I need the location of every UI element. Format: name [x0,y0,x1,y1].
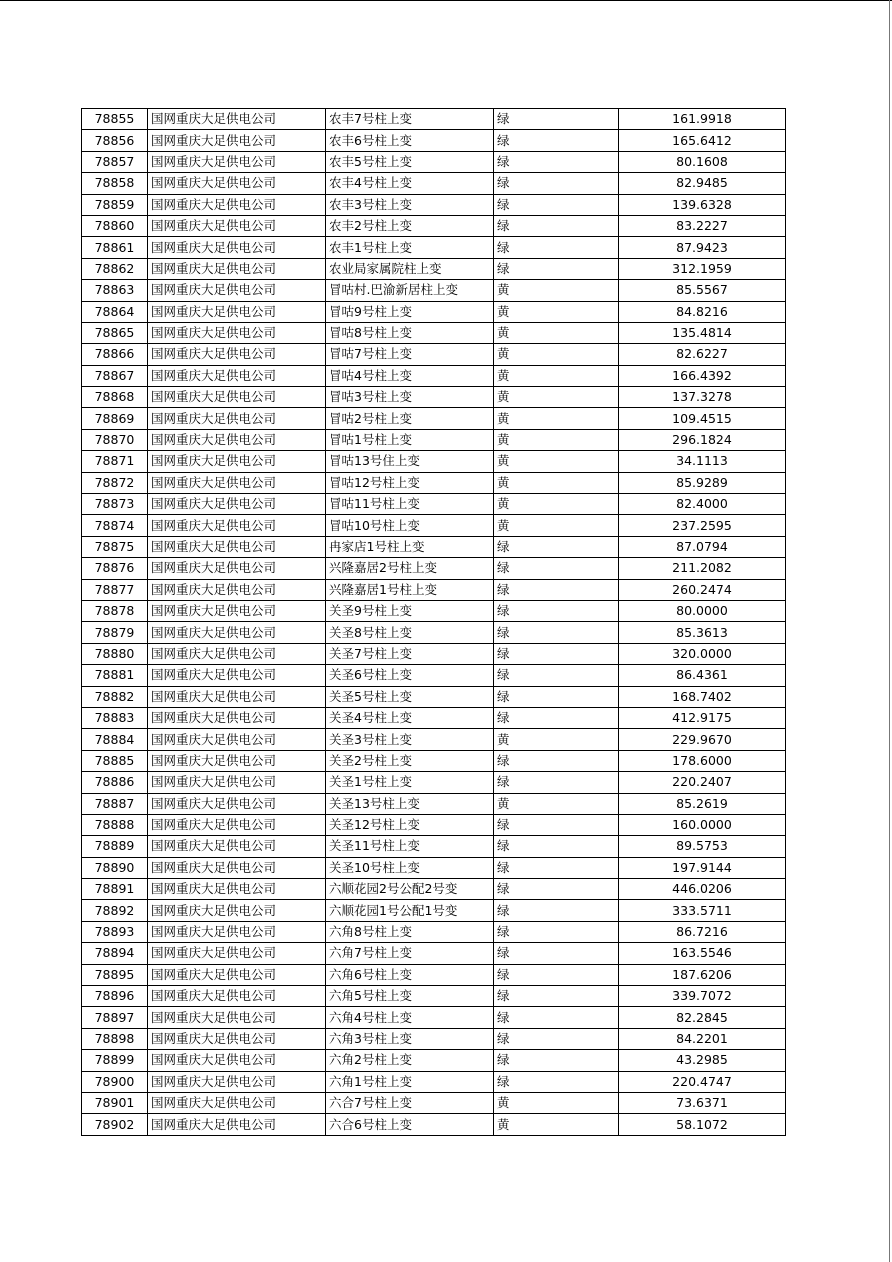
transformer-name-cell: 关圣12号柱上变 [326,814,494,835]
value-cell: 229.9670 [619,729,786,750]
row-id-cell: 78886 [82,772,148,793]
value-cell: 82.6227 [619,344,786,365]
table-row [82,515,786,536]
company-cell: 国网重庆大足供电公司 [148,1114,326,1135]
status-cell: 绿 [494,686,619,707]
value-cell: 220.4747 [619,1071,786,1092]
value-cell: 87.9423 [619,237,786,258]
status-cell: 绿 [494,1050,619,1071]
transformer-name-cell: 关圣7号柱上变 [326,643,494,664]
value-cell: 139.6328 [619,194,786,215]
company-cell: 国网重庆大足供电公司 [148,536,326,557]
transformer-name-cell: 六角8号柱上变 [326,921,494,942]
status-cell: 绿 [494,1071,619,1092]
transformer-name-cell: 农丰7号柱上变 [326,109,494,130]
table-row [82,215,786,236]
transformer-name-cell: 六角4号柱上变 [326,1007,494,1028]
company-cell: 国网重庆大足供电公司 [148,344,326,365]
transformer-name-cell: 冒咕8号柱上变 [326,322,494,343]
status-cell: 黄 [494,494,619,515]
table-row [82,1071,786,1092]
company-cell: 国网重庆大足供电公司 [148,130,326,151]
company-cell: 国网重庆大足供电公司 [148,836,326,857]
status-cell: 黄 [494,472,619,493]
table-row [82,1114,786,1135]
row-id-cell: 78857 [82,151,148,172]
company-cell: 国网重庆大足供电公司 [148,643,326,664]
transformer-name-cell: 六角3号柱上变 [326,1028,494,1049]
table-row [82,451,786,472]
value-cell: 109.4515 [619,408,786,429]
company-cell: 国网重庆大足供电公司 [148,814,326,835]
status-cell: 黄 [494,729,619,750]
table-row [82,772,786,793]
company-cell: 国网重庆大足供电公司 [148,494,326,515]
transformer-name-cell: 关圣4号柱上变 [326,707,494,728]
value-cell: 197.9144 [619,857,786,878]
table-row [82,130,786,151]
row-id-cell: 78901 [82,1092,148,1113]
status-cell: 绿 [494,1028,619,1049]
transformer-name-cell: 冒咕12号柱上变 [326,472,494,493]
table-row [82,750,786,771]
row-id-cell: 78899 [82,1050,148,1071]
table-row [82,237,786,258]
status-cell: 黄 [494,365,619,386]
table-row [82,387,786,408]
row-id-cell: 78873 [82,494,148,515]
table-row [82,836,786,857]
value-cell: 89.5753 [619,836,786,857]
row-id-cell: 78884 [82,729,148,750]
status-cell: 绿 [494,986,619,1007]
row-id-cell: 78889 [82,836,148,857]
row-id-cell: 78863 [82,280,148,301]
table-row [82,707,786,728]
value-cell: 260.2474 [619,579,786,600]
company-cell: 国网重庆大足供电公司 [148,322,326,343]
status-cell: 黄 [494,429,619,450]
company-cell: 国网重庆大足供电公司 [148,665,326,686]
transformer-name-cell: 冒咕4号柱上变 [326,365,494,386]
company-cell: 国网重庆大足供电公司 [148,173,326,194]
value-cell: 446.0206 [619,879,786,900]
transformer-name-cell: 农丰3号柱上变 [326,194,494,215]
company-cell: 国网重庆大足供电公司 [148,729,326,750]
value-cell: 80.0000 [619,600,786,621]
row-id-cell: 78897 [82,1007,148,1028]
value-cell: 83.2227 [619,215,786,236]
company-cell: 国网重庆大足供电公司 [148,707,326,728]
row-id-cell: 78872 [82,472,148,493]
table-row [82,622,786,643]
transformer-name-cell: 冒咕2号柱上变 [326,408,494,429]
status-cell: 绿 [494,964,619,985]
table-row [82,943,786,964]
table-row [82,900,786,921]
company-cell: 国网重庆大足供电公司 [148,109,326,130]
row-id-cell: 78893 [82,921,148,942]
status-cell: 黄 [494,1092,619,1113]
status-cell: 绿 [494,558,619,579]
company-cell: 国网重庆大足供电公司 [148,194,326,215]
status-cell: 黄 [494,280,619,301]
company-cell: 国网重庆大足供电公司 [148,986,326,1007]
transformer-name-cell: 农丰1号柱上变 [326,237,494,258]
value-cell: 80.1608 [619,151,786,172]
value-cell: 165.6412 [619,130,786,151]
transformer-name-cell: 关圣10号柱上变 [326,857,494,878]
value-cell: 85.2619 [619,793,786,814]
transformer-name-cell: 农丰2号柱上变 [326,215,494,236]
value-cell: 85.9289 [619,472,786,493]
status-cell: 绿 [494,258,619,279]
table-row [82,301,786,322]
value-cell: 237.2595 [619,515,786,536]
status-cell: 黄 [494,793,619,814]
table-row [82,322,786,343]
row-id-cell: 78900 [82,1071,148,1092]
table-row [82,964,786,985]
transformer-name-cell: 关圣8号柱上变 [326,622,494,643]
transformer-name-cell: 冒咕7号柱上变 [326,344,494,365]
status-cell: 黄 [494,301,619,322]
value-cell: 312.1959 [619,258,786,279]
company-cell: 国网重庆大足供电公司 [148,151,326,172]
table-row [82,643,786,664]
company-cell: 国网重庆大足供电公司 [148,600,326,621]
table-row [82,258,786,279]
status-cell: 黄 [494,344,619,365]
row-id-cell: 78881 [82,665,148,686]
status-cell: 绿 [494,1007,619,1028]
row-id-cell: 78896 [82,986,148,1007]
row-id-cell: 78861 [82,237,148,258]
value-cell: 84.2201 [619,1028,786,1049]
table-row [82,109,786,130]
company-cell: 国网重庆大足供电公司 [148,750,326,771]
status-cell: 黄 [494,322,619,343]
company-cell: 国网重庆大足供电公司 [148,1050,326,1071]
table-row [82,729,786,750]
value-cell: 160.0000 [619,814,786,835]
company-cell: 国网重庆大足供电公司 [148,1028,326,1049]
status-cell: 绿 [494,836,619,857]
row-id-cell: 78883 [82,707,148,728]
value-cell: 178.6000 [619,750,786,771]
transformer-name-cell: 关圣1号柱上变 [326,772,494,793]
transformer-name-cell: 冉家店1号柱上变 [326,536,494,557]
transformer-name-cell: 六角7号柱上变 [326,943,494,964]
transformer-name-cell: 六角5号柱上变 [326,986,494,1007]
table-row [82,986,786,1007]
value-cell: 163.5546 [619,943,786,964]
table-row [82,1092,786,1113]
value-cell: 82.2845 [619,1007,786,1028]
table-row [82,1007,786,1028]
table-row [82,472,786,493]
status-cell: 绿 [494,600,619,621]
value-cell: 161.9918 [619,109,786,130]
row-id-cell: 78865 [82,322,148,343]
status-cell: 黄 [494,515,619,536]
company-cell: 国网重庆大足供电公司 [148,451,326,472]
value-cell: 73.6371 [619,1092,786,1113]
status-cell: 绿 [494,194,619,215]
page-top-border [0,0,892,1]
value-cell: 168.7402 [619,686,786,707]
row-id-cell: 78878 [82,600,148,621]
company-cell: 国网重庆大足供电公司 [148,215,326,236]
table-row [82,1028,786,1049]
table-row [82,857,786,878]
table-row [82,429,786,450]
value-cell: 412.9175 [619,707,786,728]
row-id-cell: 78877 [82,579,148,600]
row-id-cell: 78894 [82,943,148,964]
transformer-name-cell: 六合6号柱上变 [326,1114,494,1135]
value-cell: 220.2407 [619,772,786,793]
table-row [82,600,786,621]
value-cell: 84.8216 [619,301,786,322]
transformer-name-cell: 六顺花园1号公配1号变 [326,900,494,921]
company-cell: 国网重庆大足供电公司 [148,879,326,900]
company-cell: 国网重庆大足供电公司 [148,1071,326,1092]
transformer-name-cell: 冒咕10号柱上变 [326,515,494,536]
table-row [82,151,786,172]
transformer-name-cell: 农丰4号柱上变 [326,173,494,194]
table-row [82,665,786,686]
company-cell: 国网重庆大足供电公司 [148,921,326,942]
transformer-name-cell: 六合7号柱上变 [326,1092,494,1113]
company-cell: 国网重庆大足供电公司 [148,365,326,386]
row-id-cell: 78859 [82,194,148,215]
value-cell: 333.5711 [619,900,786,921]
status-cell: 绿 [494,814,619,835]
table-row [82,365,786,386]
transformer-name-cell: 六角2号柱上变 [326,1050,494,1071]
status-cell: 绿 [494,622,619,643]
status-cell: 绿 [494,750,619,771]
transformer-name-cell: 关圣5号柱上变 [326,686,494,707]
row-id-cell: 78898 [82,1028,148,1049]
company-cell: 国网重庆大足供电公司 [148,900,326,921]
row-id-cell: 78856 [82,130,148,151]
value-cell: 86.7216 [619,921,786,942]
value-cell: 320.0000 [619,643,786,664]
status-cell: 绿 [494,879,619,900]
company-cell: 国网重庆大足供电公司 [148,408,326,429]
transformer-name-cell: 关圣13号柱上变 [326,793,494,814]
company-cell: 国网重庆大足供电公司 [148,1007,326,1028]
value-cell: 135.4814 [619,322,786,343]
transformer-name-cell: 冒咕9号柱上变 [326,301,494,322]
table-row [82,686,786,707]
company-cell: 国网重庆大足供电公司 [148,258,326,279]
row-id-cell: 78885 [82,750,148,771]
value-cell: 339.7072 [619,986,786,1007]
value-cell: 211.2082 [619,558,786,579]
transformer-name-cell: 冒咕11号柱上变 [326,494,494,515]
transformer-name-cell: 关圣6号柱上变 [326,665,494,686]
row-id-cell: 78887 [82,793,148,814]
row-id-cell: 78868 [82,387,148,408]
row-id-cell: 78882 [82,686,148,707]
status-cell: 绿 [494,151,619,172]
company-cell: 国网重庆大足供电公司 [148,515,326,536]
table-body [82,109,786,1136]
table-row [82,408,786,429]
row-id-cell: 78864 [82,301,148,322]
row-id-cell: 78858 [82,173,148,194]
status-cell: 绿 [494,215,619,236]
status-cell: 绿 [494,857,619,878]
company-cell: 国网重庆大足供电公司 [148,622,326,643]
row-id-cell: 78869 [82,408,148,429]
transformer-name-cell: 关圣9号柱上变 [326,600,494,621]
transformer-name-cell: 冒咕13号住上变 [326,451,494,472]
page-right-border [889,0,890,1262]
row-id-cell: 78879 [82,622,148,643]
company-cell: 国网重庆大足供电公司 [148,964,326,985]
status-cell: 绿 [494,707,619,728]
status-cell: 黄 [494,1114,619,1135]
transformer-name-cell: 关圣2号柱上变 [326,750,494,771]
value-cell: 85.3613 [619,622,786,643]
status-cell: 绿 [494,643,619,664]
status-cell: 绿 [494,579,619,600]
company-cell: 国网重庆大足供电公司 [148,280,326,301]
row-id-cell: 78890 [82,857,148,878]
transformer-name-cell: 兴隆嘉居1号柱上变 [326,579,494,600]
status-cell: 黄 [494,408,619,429]
status-cell: 绿 [494,237,619,258]
value-cell: 34.1113 [619,451,786,472]
company-cell: 国网重庆大足供电公司 [148,1092,326,1113]
table-row [82,344,786,365]
company-cell: 国网重庆大足供电公司 [148,686,326,707]
value-cell: 86.4361 [619,665,786,686]
row-id-cell: 78874 [82,515,148,536]
transformer-name-cell: 六角1号柱上变 [326,1071,494,1092]
company-cell: 国网重庆大足供电公司 [148,472,326,493]
company-cell: 国网重庆大足供电公司 [148,943,326,964]
transformer-name-cell: 冒咕1号柱上变 [326,429,494,450]
status-cell: 绿 [494,109,619,130]
transformer-name-cell: 关圣11号柱上变 [326,836,494,857]
transformer-name-cell: 冒咕3号柱上变 [326,387,494,408]
row-id-cell: 78860 [82,215,148,236]
row-id-cell: 78888 [82,814,148,835]
transformer-name-cell: 六顺花园2号公配2号变 [326,879,494,900]
table-row [82,558,786,579]
status-cell: 绿 [494,665,619,686]
company-cell: 国网重庆大足供电公司 [148,301,326,322]
value-cell: 82.4000 [619,494,786,515]
row-id-cell: 78870 [82,429,148,450]
company-cell: 国网重庆大足供电公司 [148,772,326,793]
transformer-name-cell: 农丰5号柱上变 [326,151,494,172]
row-id-cell: 78876 [82,558,148,579]
status-cell: 绿 [494,173,619,194]
table-row [82,173,786,194]
value-cell: 85.5567 [619,280,786,301]
row-id-cell: 78880 [82,643,148,664]
row-id-cell: 78875 [82,536,148,557]
table-row [82,280,786,301]
company-cell: 国网重庆大足供电公司 [148,429,326,450]
status-cell: 绿 [494,536,619,557]
value-cell: 87.0794 [619,536,786,557]
company-cell: 国网重庆大足供电公司 [148,237,326,258]
value-cell: 296.1824 [619,429,786,450]
status-cell: 绿 [494,130,619,151]
row-id-cell: 78871 [82,451,148,472]
value-cell: 137.3278 [619,387,786,408]
status-cell: 绿 [494,921,619,942]
company-cell: 国网重庆大足供电公司 [148,579,326,600]
transformer-table [81,108,786,1136]
transformer-name-cell: 六角6号柱上变 [326,964,494,985]
status-cell: 黄 [494,451,619,472]
table-row [82,879,786,900]
row-id-cell: 78867 [82,365,148,386]
table-row [82,494,786,515]
transformer-name-cell: 关圣3号柱上变 [326,729,494,750]
row-id-cell: 78866 [82,344,148,365]
company-cell: 国网重庆大足供电公司 [148,558,326,579]
value-cell: 166.4392 [619,365,786,386]
status-cell: 黄 [494,387,619,408]
transformer-name-cell: 农丰6号柱上变 [326,130,494,151]
company-cell: 国网重庆大足供电公司 [148,793,326,814]
status-cell: 绿 [494,943,619,964]
transformer-name-cell: 农业局家属院柱上变 [326,258,494,279]
transformer-name-cell: 冒咕村.巴渝新居柱上变 [326,280,494,301]
table-row [82,194,786,215]
status-cell: 绿 [494,772,619,793]
table-row [82,1050,786,1071]
table-row [82,793,786,814]
row-id-cell: 78895 [82,964,148,985]
value-cell: 82.9485 [619,173,786,194]
row-id-cell: 78862 [82,258,148,279]
company-cell: 国网重庆大足供电公司 [148,857,326,878]
value-cell: 187.6206 [619,964,786,985]
row-id-cell: 78891 [82,879,148,900]
table-row [82,536,786,557]
row-id-cell: 78855 [82,109,148,130]
value-cell: 58.1072 [619,1114,786,1135]
row-id-cell: 78902 [82,1114,148,1135]
transformer-name-cell: 兴隆嘉居2号柱上变 [326,558,494,579]
value-cell: 43.2985 [619,1050,786,1071]
table-row [82,579,786,600]
row-id-cell: 78892 [82,900,148,921]
company-cell: 国网重庆大足供电公司 [148,387,326,408]
table-row [82,921,786,942]
status-cell: 绿 [494,900,619,921]
table-row [82,814,786,835]
